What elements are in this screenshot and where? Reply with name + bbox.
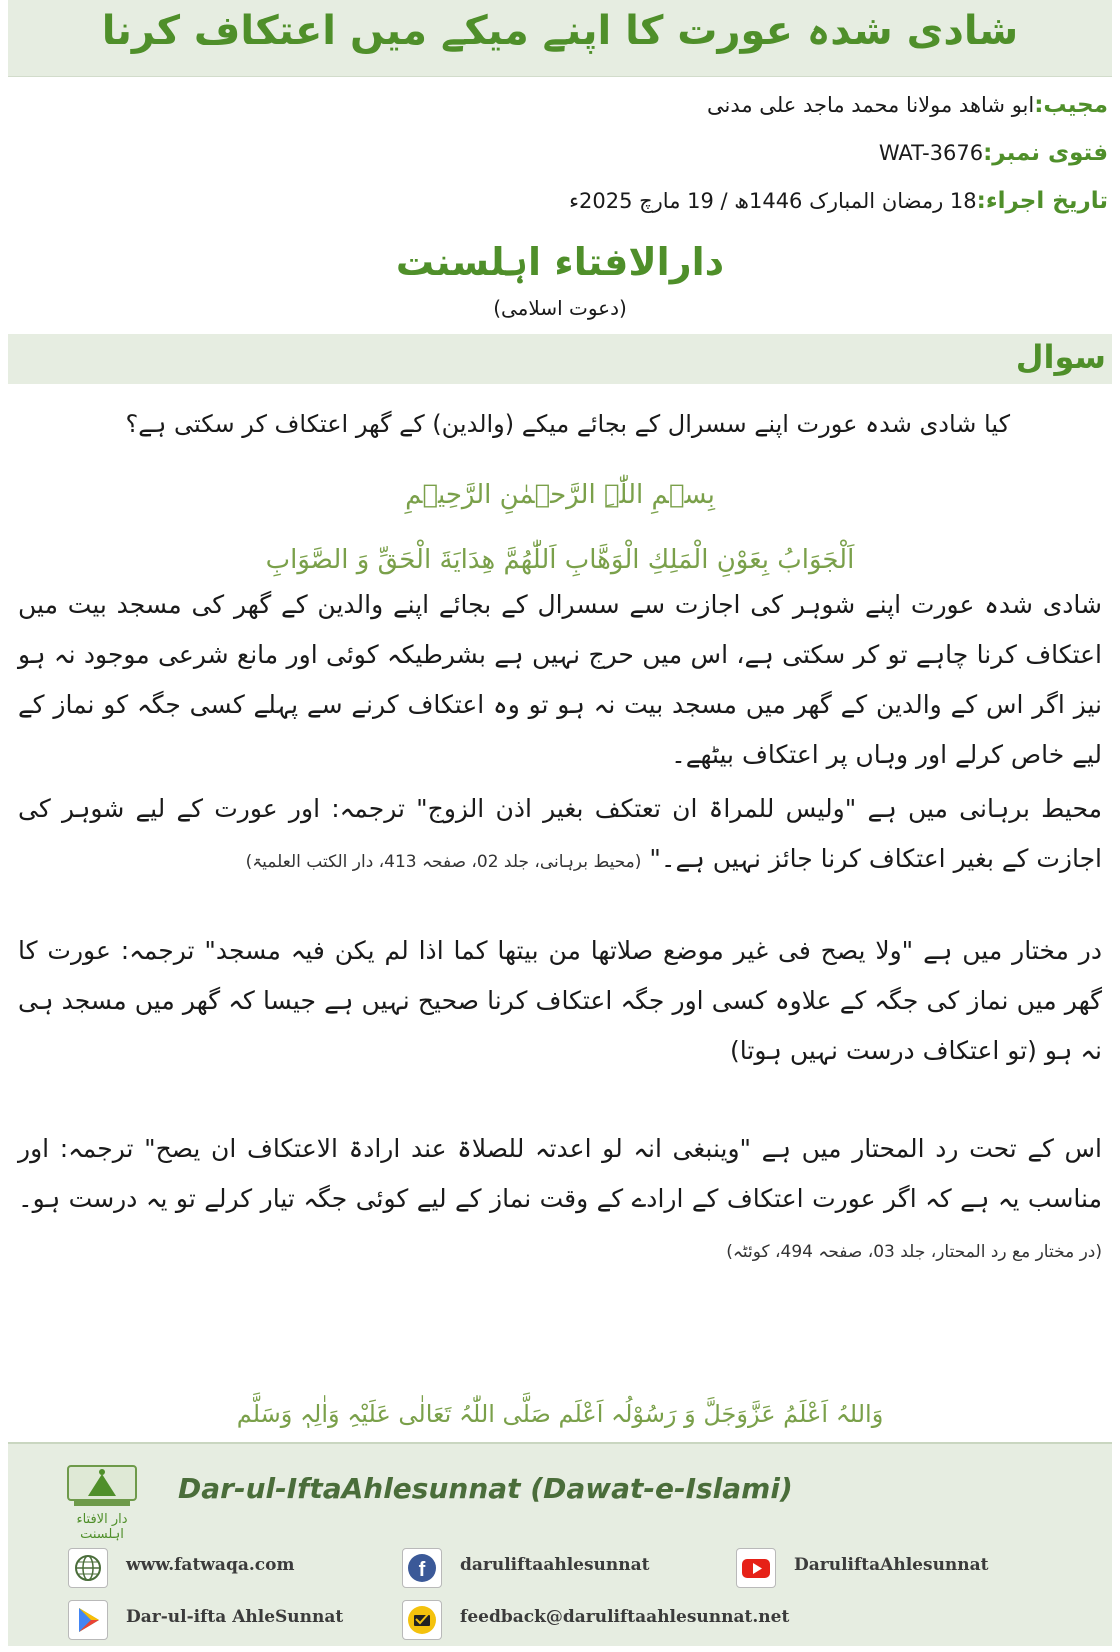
facebook-text: daruliftaahlesunnat: [460, 1555, 650, 1575]
date-value: 18 رمضان المبارک 1446ھ / 19 مارچ 2025ء: [569, 189, 977, 213]
footer-title: Dar-ul-IftaAhlesunnat (Dawat-e-Islami): [178, 1472, 793, 1505]
youtube-icon: [736, 1548, 776, 1588]
paragraph-2-reference: (محیط برہانی، جلد 02، صفحہ 413، دار الکتب العلمیۃ): [245, 852, 642, 872]
answer-paragraph-4: [18, 1124, 1102, 1277]
answer-opening: اَلْجَوَابُ بِعَوْنِ الْمَلِكِ الْوَهَّابِ اَللّٰهُمَّ هِدَايَةَ الْحَقِّ وَ الصَّوَابِ: [265, 545, 855, 575]
mujeeb-value: ابو شاھد مولانا محمد ماجد علی مدنی: [707, 93, 1035, 117]
svg-text:f: f: [418, 1559, 426, 1581]
title-band: [8, 0, 1112, 77]
fatwa-label: فتوی نمبر:: [983, 140, 1108, 166]
footer: [8, 1442, 1112, 1646]
organization-name: دارالافتاء اہلسنت: [395, 240, 725, 284]
feedback-icon: [402, 1600, 442, 1640]
dar-ul-ifta-logo: [60, 1460, 144, 1542]
question-heading: سوال: [1015, 338, 1106, 376]
closing-dua: وَاللہُ اَعْلَمُ عَزَّوَجَلَّ وَ رَسُوْلُہ اَعْلَم صَلَّی اللّٰہُ تَعَالٰی عَلَیْہِ وَاٰلِہٖ وَسَلَّم: [236, 1400, 884, 1428]
play-store-icon: [68, 1600, 108, 1640]
mujeeb-label: مجیب:: [1034, 92, 1108, 118]
facebook-icon: [402, 1548, 442, 1588]
organization-sub: (دعوت اسلامی): [493, 296, 627, 320]
answer-paragraph-2: [18, 784, 1102, 887]
paragraph-2-text: محیط برہانی میں ہے "ولیس للمراۃ ان تعتکف بغیر اذن الزوج" ترجمہ: اور عورت کے لیے شوہر کی اجازت کے بغیر اعتکاف کرنا جائز نہیں ہے۔": [18, 794, 1102, 873]
fatwa-row: [12, 140, 1108, 166]
date-row: [12, 188, 1108, 214]
website-text: www.fatwaqa.com: [126, 1555, 295, 1575]
bismillah: بِسۡمِ اللّٰہِ الرَّحۡمٰنِ الرَّحِیۡمِ: [405, 480, 715, 510]
globe-icon: [68, 1548, 108, 1588]
logo-caption: دار الافتاء اہلسنت: [76, 1512, 128, 1542]
paragraph-4-text: اس کے تحت رد المحتار میں ہے "وینبغی انہ لو اعدتہ للصلاۃ عند ارادۃ الاعتکاف ان یصح" ترجمہ: اور مناسب یہ ہے کہ اگر عورت اعتکاف کے ارادے کے وقت نماز کے لیے کوئی جگہ تیار کرلے تو یہ درست ہو۔: [18, 1134, 1102, 1213]
playstore-text: Dar-ul-ifta AhleSunnat: [126, 1607, 344, 1627]
answer-paragraph-1: شادی شدہ عورت اپنے شوہر کی اجازت سے سسرال کے بجائے اپنے والدین کے گھر کی مسجد بیت میں اعتکاف کرنا چاہے تو کر سکتی ہے، اس میں حرج نہیں ہے بشرطیکہ کوئی اور مانع شرعی موجود نہ ہو نیز اگر اس کے والدین کے گھر میں مسجد بیت نہ ہو تو وہ اعتکاف کرنے سے پہلے کسی جگہ کو نماز کے لیے خاص کرلے اور وہاں پر اعتکاف بیٹھے۔: [18, 590, 1102, 769]
question-text: کیا شادی شدہ عورت اپنے سسرال کے بجائے میکے (والدین) کے گھر اعتکاف کر سکتی ہے؟: [125, 410, 1010, 438]
email-text: feedback@daruliftaahlesunnat.net: [460, 1607, 790, 1627]
paragraph-4-reference: (در مختار مع رد المحتار، جلد 03، صفحہ 494، کوئٹہ): [726, 1242, 1102, 1262]
page-title: شادی شدہ عورت کا اپنے میکے میں اعتکاف کرنا: [101, 8, 1019, 54]
date-label: تاریخ اجراء:: [976, 188, 1108, 214]
fatwa-number: WAT-3676: [878, 141, 984, 165]
question-band: [8, 334, 1112, 384]
answer-paragraph-3: در مختار میں ہے "ولا یصح فی غیر موضع صلاتھا من بیتھا کما اذا لم یکن فیہ مسجد" ترجمہ: عورت کا گھر میں نماز کی جگہ کے علاوہ کسی اور جگہ اعتکاف کرنا صحیح نہیں ہے جیسا کہ گھر میں مسجد ہی نہ ہو (تو اعتکاف درست نہیں ہوتا): [18, 936, 1102, 1065]
youtube-text: DaruliftaAhlesunnat: [794, 1555, 989, 1575]
mujeeb-row: [12, 92, 1108, 118]
